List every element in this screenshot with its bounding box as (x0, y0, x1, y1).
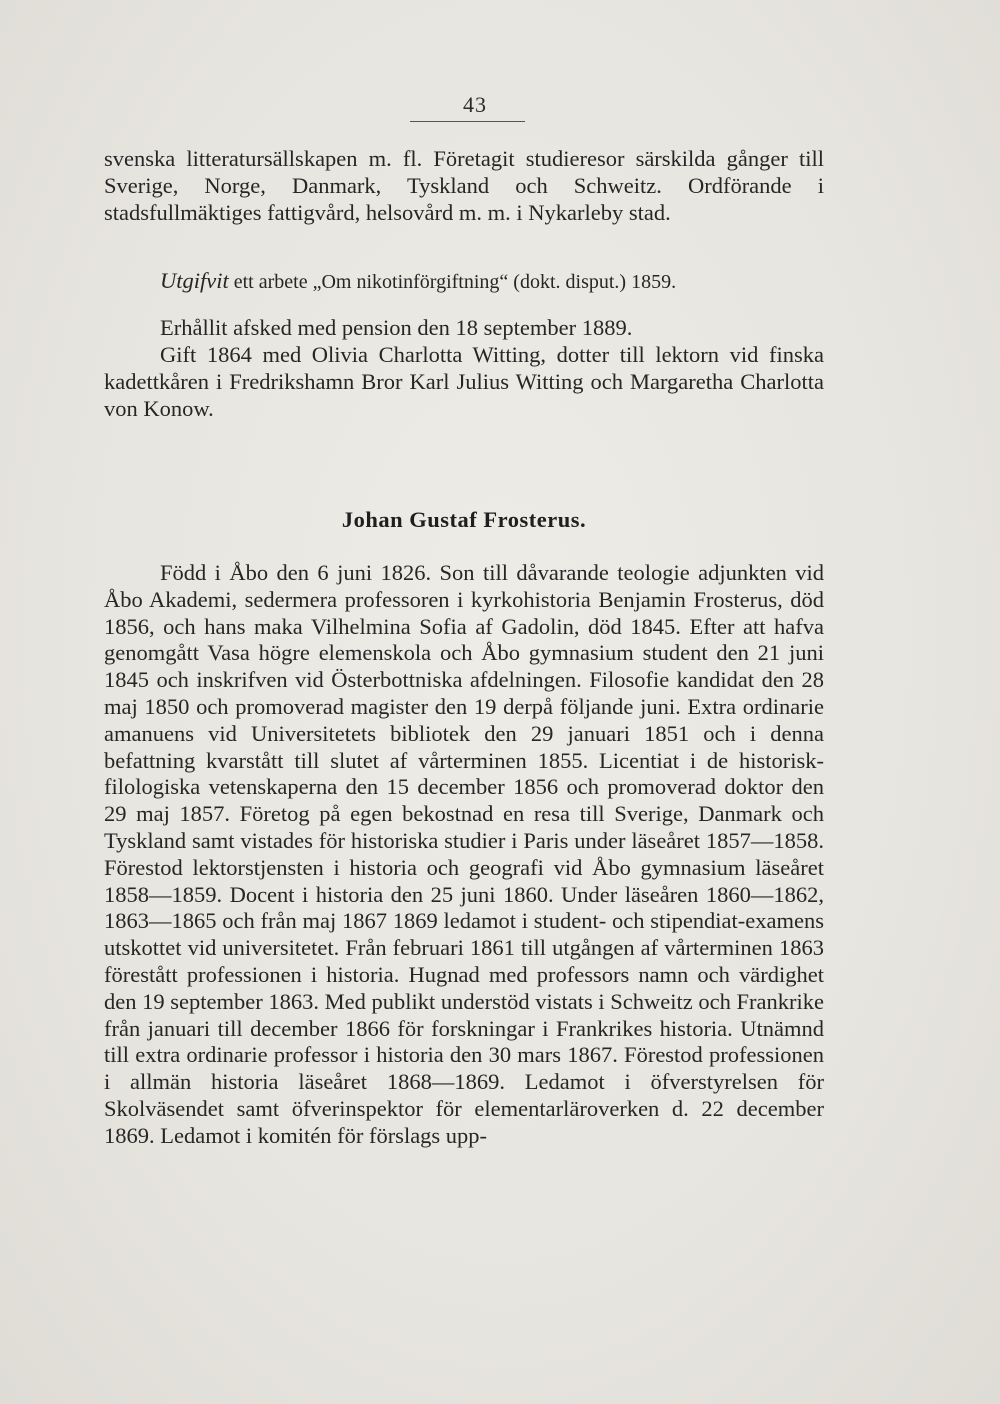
section-heading: Johan Gustaf Frosterus. (341, 507, 587, 532)
text-block-publication (104, 268, 824, 296)
paragraph-publication (104, 268, 824, 296)
paragraph-pension: Erhållit afsked med pension den 18 september 1889. (160, 315, 633, 340)
publication-text: ett arbete „Om nikotinförgiftning“ (dokt. disput.) 1859. (228, 271, 677, 293)
header-rule (410, 121, 525, 122)
paragraph-biography: Född i Åbo den 6 juni 1826. Son till dåvarande teologie adjunkten vid Åbo Akademi, sedermera professoren i kyrkohistoria Benjamin Frosterus, död 1856, och hans maka Vilhelmina Sofia af Gadolin, död 1845. Efter att hafva genomgått Vasa högre elemenskola och Åbo gymnasium student den 21 juni 1845 och inskrifven vid Österbottniska afdelningen. Filosofie kandidat den 28 maj 1850 och promoverad magister den 19 derpå följande juni. Extra ordinarie amanuens vid Universitetets bibliotek den 29 januari 1851 och i denna befattning kvarstått till slutet af vårterminen 1855. Licentiat i de historisk-filologiska vetenskaperna den 15 december 1856 och promoverad doktor den 29 maj 1857. Företog på egen bekostnad en resa till Sverige, Danmark och Tyskland samt vistades för historiska studier i Paris under läseåret 1857—1858. Förestod lektorstjensten i historia och geografi vid Åbo gymnasium läseåret 1858—1859. Docent i historia den 25 juni 1860. Under läseåren 1860—1862, 1863—1865 och från maj 1867 1869 ledamot i student- och stipendiat-examens utskottet vid universitetet. Från februari 1861 till utgången af vårterminen 1863 förestått professionen i historia. Hugnad med professors namn och värdighet den 19 september 1863. Med publikt understöd vistats i Schweitz och Frankrike från januari till december 1866 för forskningar i Frankrikes historia. Utnämnd till extra ordinarie professor i historia den 30 mars 1867. Förestod professionen i allmän historia läseåret 1868—1869. Ledamot i öfverstyrelsen för Skolväsendet samt öfverinspektor för elementarläroverken d. 22 december 1869. Ledamot i komitén för förslags upp- (104, 560, 824, 1148)
text-block-pension (104, 315, 824, 342)
paragraph-memberships: svenska litteratursällskapen m. fl. Företagit studieresor särskilda gånger till Sverige, Norge, Danmark, Tyskland och Schweitz. Ordförande i stadsfullmäktiges fattigvård, helsovård m. m. i Nykarleby stad. (104, 146, 824, 225)
text-block-marriage (104, 342, 824, 422)
text-block-biography (104, 560, 824, 1150)
paragraph-marriage: Gift 1864 med Olivia Charlotta Witting, dotter till lektorn vid finska kadettkåren i Fredrikshamn Bror Karl Julius Witting och Margaretha Charlotta von Konow. (104, 342, 824, 421)
publication-label: Utgifvit (160, 268, 229, 293)
page-number: 43 (463, 92, 487, 117)
text-block-top (104, 146, 824, 226)
